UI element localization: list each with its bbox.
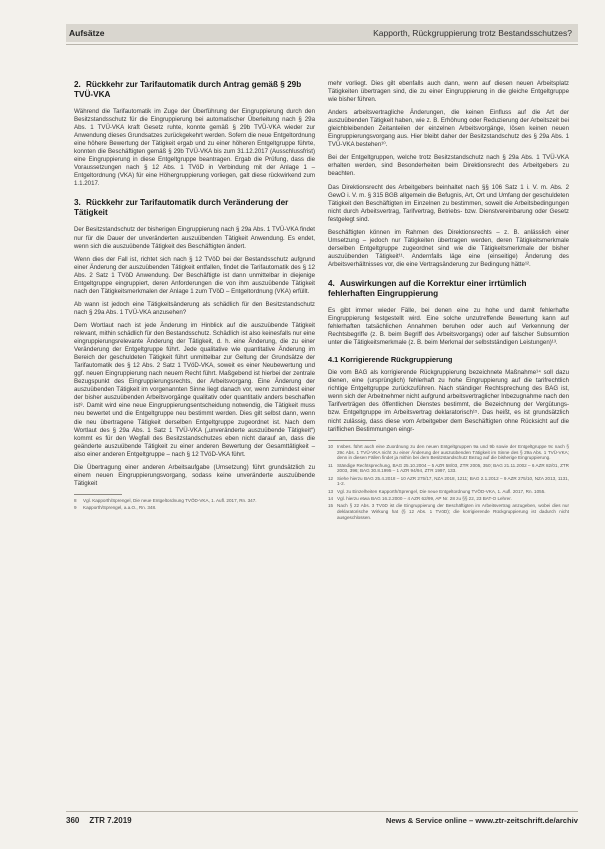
footnote [328,489,569,495]
footnote [74,498,315,504]
paragraph: Wenn dies der Fall ist, richtet sich nach § 12 TVöD bei der Bestandsschutz aufgrund einer Änderung der auszuübenden Tätigkeit entfallen, findet die Tarifautomatik des § 12 Abs. 2 Satz 1 TVöD Anwendung. Der Beschäftigte ist dann unmittelbar in diejenige Entgeltgruppe eingruppiert, deren Anforderungen die von ihm auszuübende Tätigkeit nach den Tätigkeitsmerkmalen der Anlage 1 zum TVöD – Entgeltordnung (VKA) erfüllt. [74,255,315,295]
heading-number: 2. [74,80,81,89]
right-column [328,80,569,522]
paragraph: Ab wann ist jedoch eine Tätigkeitsänderung als schädlich für den Besitzstandschutz nach § 29a Abs. 1 TVÜ-VKA anzusehen? [74,300,315,316]
paragraph: Beschäftigten können im Rahmen des Direktionsrechts – z. B. anlässlich einer Umsetzung – jedoch nur Tätigkeiten übertragen werden, deren Tätigkeitsmerkmale derselben Entgeltgruppe zugeordnet sind wie die Tätigkeitsmerkmale der bisher auszuübenden Tätigkeit¹¹. Andernfalls läge eine (einseitige) Änderung des Arbeitsverhältnisses vor, die eine Vertragsänderung zur Bedingung hätte¹². [328,228,569,268]
paragraph: Der Besitzstandschutz der bisherigen Eingruppierung nach § 29a Abs. 1 TVÜ-VKA findet nur für die Dauer der unveränderten auszuübenden Tätigkeit Anwendung. Es endet, wenn sich die auszuübende Tätigkeit des Beschäftigten ändert. [74,226,315,250]
footnote-rule [74,494,122,495]
left-column [74,80,315,512]
footnote [74,505,315,511]
footnote-number: 14 [328,495,334,501]
paragraph: Es gibt immer wieder Fälle, bei denen eine zu hohe und damit fehlerhafte Eingruppierung festgestellt wird. Eine solche unzutreffende Bewertung kann auf fehlerhaften tatsächlichen Annahmen beruhen oder auch auf Verkennung der Rechtsbegriffe (z. B. beim Begriff des Arbeitsvorgangs) oder auf falscher Subsumtion unter die Tätigkeitsmerkmale (z. B. beim Merkmal der selbstständigen Leistungen)¹³. [328,306,569,347]
heading-section-2 [74,80,315,100]
header-rule [66,44,578,45]
paragraph: Die Übertragung einer anderen Arbeitsaufgabe (Umsetzung) führt grundsätzlich zu einem neuen Eingruppierungsvorgang, sodass keine unveränderte auszuübende Tätigkeit [74,463,315,487]
footnote-text: Insbes. führt auch eine Zuordnung zu den neuen Entgeltgruppen 9a und 9b sowie der Entgeltgruppe 9c nach § 29c Abs. 1 TVÜ-VKA nicht zu einer Änderung der auszuübenden Tätigkeit im Sinne des § 29a Abs. 1 TVÜ-VKA; denn in diesen Fällen findet ja mithin bei dem Besitzstandschutz Bezug auf die bisherige Eingruppierung. [337,443,569,461]
footnote-number: 13 [328,488,334,494]
paragraph: Während die Tarifautomatik im Zuge der Überführung der Eingruppierung durch den Besitzstandsschutz für die Eingruppierung bei automatischer Überleitung nach § 29a Abs. 1 TVÜ-VKA kraft Gesetz ruhte, konnte gemäß § 29b TVÜ-VKA wieder zur Anwendung dieses Grundsatzes zurückgekehrt werden. Sofern die neue Entgeltordnung eine höhere Bewertung der Tätigkeit ergab und zu einer höheren Entgeltgruppe führte, konnten die Beschäftigten gemäß § 29b TVÜ-VKA bis zum 31.12.2017 (Ausschlussfrist) eine Eingruppierung in diese Entgeltgruppe beantragen. Ergab die Prüfung, dass die Voraussetzungen nach § 12 Abs. 1 TVöD in Verbindung mit der Anlage 1 – Entgeltordnung (VKA) für eine Höhergruppierung vorliegen, galt diese rückwirkend zum 1.1.2017. [74,108,315,188]
paragraph: Die vom BAG als korrigierende Rückgruppierung bezeichnete Maßnahme¹⁴ soll dazu dienen, eine (ursprünglich) fehlerhaft zu hohe Eingruppierung auf die tarifrechtlich richtige Entgeltgruppe zurückzuführen. Nach ständiger Rechtsprechung des BAG ist, wenn sich der Arbeitnehmer nicht aufgrund arbeitsvertraglicher Inbezugnahme nach den Tarifverträgen des öffentlichen Dienstes bestimmt, die Bezeichnung der Vergütungs- bzw. Entgeltgruppe im Arbeitsvertrag deklaratorisch¹⁵. Das heißt, es ist grundsätzlich nicht zulässig, dass diese vom Arbeitgeber dem Beschäftigten ohne Rücksicht auf die tariflichen Bestimmungen eingr- [328,369,569,433]
footnote-text: Vgl. Kapporth/Sprengel, Die neue Entgeltordnung TVÖD-VKA, 1. Aufl. 2017, Rn. 347. [83,497,257,503]
footnote [328,496,569,502]
footnote [328,444,569,462]
footnote-number: 11 [328,462,333,468]
footnote-text: Ständige Rechtsprechung, BAG 25.10.2004 – 5 AZR 58/03, ZTR 2005, 350; BAG 21.11.2002 – 6 AZR 82/01, ZTR 2003, 396; BAG 30.8.1995 – 1 AZR 94/94, ZTR 1997, 133. [337,462,569,474]
footnote-text: Vgl. zu Einzelheiten Kapporth/Sprengel, Die neue Entgeltordnung TVÖD-VKA, 1. Aufl. 2017, Rn. 1055. [337,488,546,494]
paragraph: mehr vorliegt. Dies gilt ebenfalls auch dann, wenn auf diesen neuen Arbeitsplatz Tätigkeiten übertragen sind, die zu einer Eingruppierung in die gleiche Entgeltgruppe wie bisher führen. [328,80,569,104]
footnote [328,503,569,521]
page-footer [66,811,578,828]
archive-url: News & Service online – www.ztr-zeitschrift.de/archiv [385,815,578,825]
heading-text: Auswirkungen auf die Korrektur einer irrtümlich fehlerhaften Eingruppierung [328,278,527,298]
heading-number: 3. [74,198,81,208]
paragraph: Das Direktionsrecht des Arbeitgebers beinhaltet nach §§ 106 Satz 1 i. V. m. Abs. 2 GewO i. V. m. § 315 BGB allgemein die Befugnis, Art, Ort und Umfang der geschuldeten Tätigkeit den Beschäftigten im Einzelnen zu bestimmen, soweit die Arbeitsbedingungen nicht durch Arbeitsvertrag, Tarifvertrag, Betriebs- bzw. Dienstvereinbarung oder Gesetz festgelegt sind. [328,183,569,223]
paragraph: Anders arbeitsvertragliche Änderungen, die keinen Einfluss auf die Art der auszuübenden Tätigkeit haben, wie z. B. Erhöhung oder Reduzierung der Arbeitszeit bei gleichbleibenden Zeitanteilen der einzelnen Arbeitsvorgänge, lösen keinen neuen Eingruppierungsvorgang aus. Hier bleibt daher der Besitzstandschutz des § 29a Abs. 1 TVÜ-VKA bestehen¹⁰. [328,109,569,149]
footnote-number: 10 [328,443,334,449]
footnote-text: Siehe hierzu BAG 25.4.2018 – 10 AZR 275/17, NZA 2018, 1211; BAG 2.1.2012 – 9 AZR 275/10, NZA 2013, 1131, 1-2. [337,475,569,487]
heading-section-4 [328,279,569,299]
page-header [66,24,578,42]
footnote-text: Kapporth/Sprengel, a.a.O., Rn. 348. [83,504,157,510]
journal-issue: ZTR 7.2019 [89,815,132,825]
footnote [328,463,569,475]
footnote-text: Nach § 22 Abs. 3 TVöD ist die Eingruppierung der Beschäftigten im Arbeitsvertrag anzugeben, wobei dies nur deklaratorische Wirkung hat (§ 12 Abs. 1 TVöD); die korrigierende Rückgruppierung ist dadurch nicht ausgeschlossen. [337,502,569,520]
paragraph: Dem Wortlaut nach ist jede Änderung im Hinblick auf die auszuübende Tätigkeit relevant, mithin schädlich für den Bestandsschutz. Schädlich ist also keinesfalls nur eine eingruppierungsrelevante Änderung der Tätigkeit, d. h. eine Änderung, die zu einer Veränderung der Entgeltgruppe führt. Jede qualitative wie quantitative Änderung im Bereich der geschuldeten Tätigkeit führt unmittelbar zur Geltung der Grundsätze der Tarifautomatik des § 12 Abs. 2 Satz 1 TVöD-VKA, soweit es einer Neubewertung und ggf. neuen Eingruppierung nach neuem Recht führt. Maßgebend ist hierbei der zentrale Bezugspunkt des Eingruppierungsrechts, der Arbeitsvorgang. Eine Änderung der auszuübenden Tätigkeit im vorgenannten Sinne liegt danach vor, wenn zumindest einer der bisher auszuübenden Arbeitsvorgänge qualitativ oder quantitativ anders beschaffen ist⁸. Damit wird eine neue Eingruppierungsentscheidung notwendig, die Tätigkeit muss neu bewertet und die Entgeltgruppe neu bestimmt werden. Dies gilt selbst dann, wenn die neu übertragene Tätigkeit derselben Entgeltgruppe zugeordnet ist. Nach dem Wortlaut des § 29a Abs. 1 Satz 1 TVÜ-VKA („unveränderte auszuübende Tätigkeit“) kommt es für den Wegfall des Besitzstandschutzes eben nicht darauf an, dass die geänderte auszuübende Tätigkeit zu einer anderen Bewertung der Gesamttätigkeit – also einer anderen Entgeltgruppe – nach § 12 TVöD-VKA führt. [74,321,315,458]
footnote [328,476,569,488]
section-label: Aufsätze [69,28,105,38]
heading-number: 4. [328,278,335,288]
heading-text: Rückkehr zur Tarifautomatik durch Antrag gemäß § 29b TVÜ-VKA [74,80,302,99]
page-number: 360 [66,815,80,825]
heading-section-3 [74,198,315,218]
footnote-number: 8 [74,497,77,503]
subheading-4-1: 4.1 Korrigierende Rückgruppierung [328,355,453,365]
footnote-number: 12 [328,475,334,481]
paragraph: Bei der Entgeltgruppen, welche trotz Besitzstandschutz nach § 29a Abs. 1 TVÜ-VKA erhalten werden, sind Besonderheiten beim Direktionsrecht des Arbeitgebers zu beachten. [328,154,569,178]
running-title: Kapporth, Rückgruppierung trotz Bestandsschutzes? [373,28,572,38]
footnote-rule [328,440,376,441]
footnote-number: 15 [328,502,334,508]
footnote-text: Vgl. hierzu etwa BAG 16.2.2000 – 4 AZR 62/99, AP Nr. 28 zu §§ 22, 23 BAT-O Lehrer. [337,495,512,501]
heading-text: Rückkehr zur Tarifautomatik durch Veränderung der Tätigkeit [74,198,289,218]
footnote-number: 9 [74,504,77,510]
